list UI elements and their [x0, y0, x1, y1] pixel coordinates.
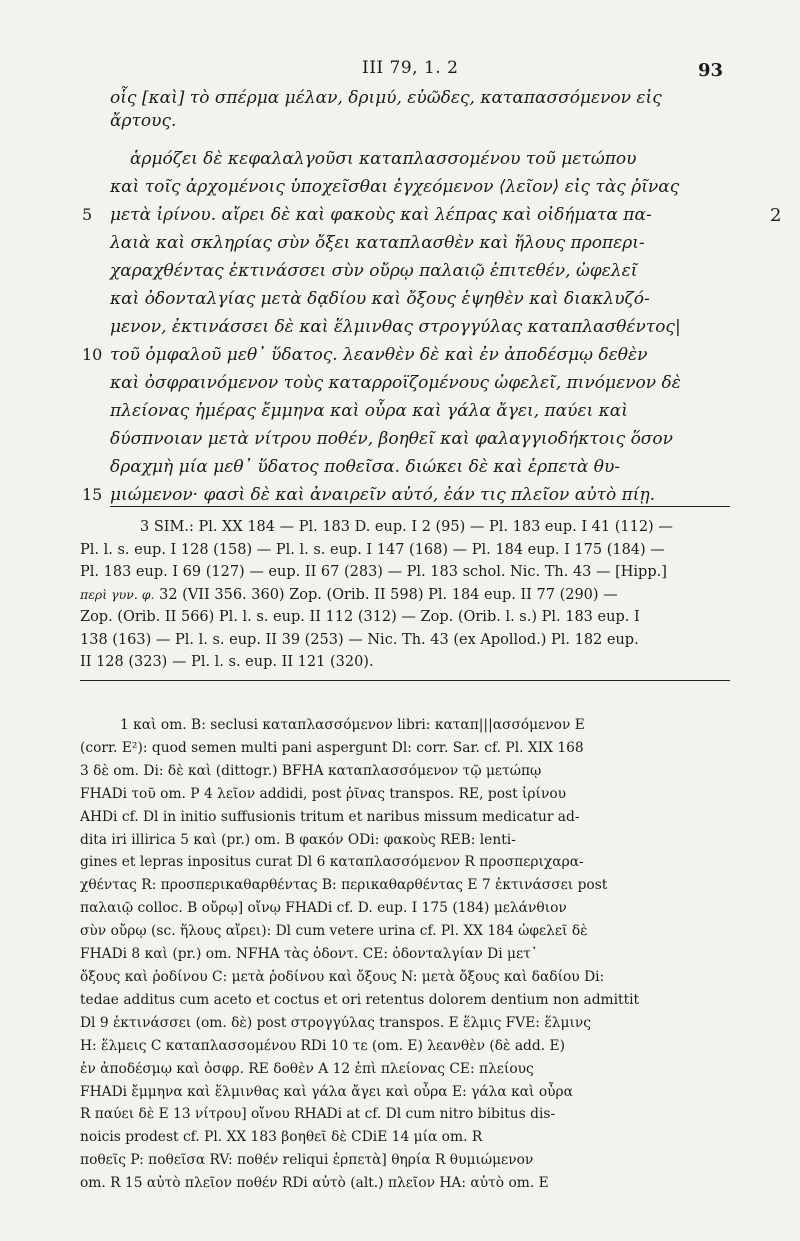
text-line: τοῦ ὀμφαλοῦ μεθ᾽ ὕδατος. λεανθὲν δὲ καὶ ἐν ἀποδέσμῳ δεθὲν — [110, 345, 648, 365]
apparatus-line: σὺν οὔρῳ (sc. ἥλους αἴρει): Dl cum vetere urina cf. Pl. XX 184 ὠφελεῖ δὲ — [80, 923, 588, 940]
text-line: οἷς [καὶ] τὸ σπέρμα μέλαν, δριμύ, εὐῶδες, καταπασσόμενον εἰς — [110, 88, 662, 108]
apparatus-line: dita iri illirica 5 καὶ (pr.) om. B φακόν ODi: φακοὺς REB: lenti- — [80, 831, 516, 848]
testimonia-line: 3 SIM.: Pl. XX 184 — Pl. 183 D. eup. I 2 (95) — Pl. 183 eup. I 41 (112) — — [140, 519, 673, 535]
apparatus-line: noicis prodest cf. Pl. XX 183 βοηθεῖ δὲ CDiE 14 μία om. R — [80, 1129, 483, 1146]
apparatus-rule — [80, 680, 730, 681]
apparatus-line: (corr. E²): quod semen multi pani aspergunt Dl: corr. Sar. cf. Pl. XIX 168 — [80, 739, 584, 756]
apparatus-line: Dl 9 ἐκτινάσσει (om. δὲ) post στρογγύλας transpos. E ἕλμις FVE: ἕλμινς — [80, 1014, 591, 1031]
testimonia-line: II 128 (323) — Pl. l. s. eup. II 121 (320). — [80, 654, 374, 670]
apparatus-line: FHADi ἔμμηνα καὶ ἕλμινθας καὶ γάλα ἄγει καὶ οὖρα E: γάλα καὶ οὖρα — [80, 1083, 573, 1100]
apparatus-line: H: ἕλμεις C καταπλασσομένου RDi 10 τε (om. E) λεανθὲν (δὲ add. E) — [80, 1037, 565, 1054]
apparatus-line: AHDi cf. Dl in initio suffusionis tritum et naribus missum medicatur ad- — [80, 808, 580, 825]
testimonia-line: Pl. l. s. eup. I 128 (158) — Pl. l. s. eup. I 147 (168) — Pl. 184 eup. I 175 (184) — — [80, 541, 665, 558]
text-line: καὶ ὀσφραινόμενον τοὺς καταρροϊζομένους ὠφελεῖ, πινόμενον δὲ — [110, 373, 681, 393]
text-line: πλείονας ἡμέρας ἔμμηνα καὶ οὖρα καὶ γάλα ἄγει, παύει καὶ — [110, 401, 628, 421]
text-line: μενον, ἐκτινάσσει δὲ καὶ ἕλμινθας στρογγύλας καταπλασθέντος| — [110, 317, 681, 337]
apparatus-line: ἐν ἀποδέσμῳ καὶ ὀσφρ. RE δοθὲν A 12 ἐπὶ πλείονας CE: πλείους — [80, 1060, 534, 1077]
text-line: λαιὰ καὶ σκληρίας σὺν ὄξει καταπλασθὲν καὶ ἥλους προπερι- — [110, 233, 645, 253]
apparatus-line: FHADi 8 καὶ (pr.) om. NFHA τὰς ὀδοντ. CE: ὀδονταλγίαν Di μετ᾽ — [80, 946, 538, 963]
apparatus-line: παλαιῷ colloc. B οὔρῳ] οἴνῳ FHADi cf. D. eup. I 175 (184) μελάνθιον — [80, 900, 567, 917]
text-line: ἄρτους. — [110, 111, 177, 131]
apparatus-line: FHADi τοῦ om. P 4 λεῖον addidi, post ῥῖνας transpos. RE, post ἰρίνου — [80, 785, 567, 802]
margin-section-number: 2 — [770, 205, 782, 226]
text-rule — [110, 506, 730, 507]
text-line: καὶ τοῖς ἀρχομένοις ὑποχεῖσθαι ἐγχεόμενον ⟨λεῖον⟩ εἰς τὰς ῥῖνας — [110, 177, 680, 197]
text-line: καὶ ὀδονταλγίας μετὰ δᾳδίου καὶ ὄξους ἑψηθὲν καὶ διακλυζό- — [110, 289, 650, 309]
apparatus-line: om. R 15 αὐτὸ πλεῖον ποθέν RDi αὐτὸ (alt.) πλεῖον HA: αὐτὸ om. E — [80, 1175, 549, 1192]
apparatus-line: ὄξους καὶ ῥοδίνου C: μετὰ ῥοδίνου καὶ ὄξους N: μετὰ ὄξους καὶ δαδίου Di: — [80, 968, 605, 985]
line-number: 5 — [82, 205, 93, 224]
apparatus-line: gines et lepras inpositus curat Dl 6 καταπλασσόμενον R προσπεριχαρα- — [80, 854, 584, 871]
running-header: III 79, 1. 2 — [362, 58, 459, 78]
text-line: μιώμενον· φασὶ δὲ καὶ ἀναιρεῖν αὐτό, ἐάν τις πλεῖον αὐτὸ πίῃ. — [110, 485, 656, 505]
testimonia-line — [80, 584, 730, 607]
apparatus-line: tedae additus cum aceto et coctus et ori retentus dolorem dentium non admittit — [80, 991, 640, 1008]
apparatus-line: 3 δὲ om. Di: δὲ καὶ (dittogr.) BFHA καταπλασσόμενον τῷ μετώπῳ — [80, 762, 542, 779]
testimonia-text: 32 (VII 356. 360) Zop. (Orib. II 598) Pl. 184 eup. II 77 (290) — — [154, 586, 618, 603]
apparatus-line: ποθεῖς P: ποθεῖσα RV: ποθέν reliqui ἑρπετὰ] θηρία R θυμιώμενον — [80, 1152, 534, 1169]
text-line: δύσπνοιαν μετὰ νίτρου ποθέν, βοηθεῖ καὶ φαλαγγιοδήκτοις ὅσον — [110, 429, 673, 449]
critical-apparatus — [80, 714, 730, 1195]
apparatus-line: R παύει δὲ E 13 νίτρου] οἴνου RHADi at cf. Dl cum nitro bibitus dis- — [80, 1106, 556, 1123]
page-number: 93 — [698, 60, 724, 81]
text-line: ἁρμόζει δὲ κεφαλαλγοῦσι καταπλασσομένου τοῦ μετώπου — [130, 149, 637, 169]
testimonia-line: 138 (163) — Pl. l. s. eup. II 39 (253) — Nic. Th. 43 (ex Apollod.) Pl. 182 eup. — [80, 631, 639, 648]
text-line: δραχμὴ μία μεθ᾽ ὕδατος ποθεῖσα. διώκει δὲ καὶ ἑρπετὰ θυ- — [110, 457, 621, 477]
line-number: 15 — [82, 485, 103, 504]
testimonia-line: Zop. (Orib. II 566) Pl. l. s. eup. II 112 (312) — Zop. (Orib. l. s.) Pl. 183 eup. I — [80, 609, 640, 625]
text-line: μετὰ ἰρίνου. αἴρει δὲ καὶ φακοὺς καὶ λέπρας καὶ οἰδήματα πα- — [110, 205, 652, 225]
apparatus-line: χθέντας R: προσπερικαθαρθέντας B: περικαθαρθέντας E 7 ἐκτινάσσει post — [80, 877, 608, 894]
line-number: 10 — [82, 345, 103, 364]
apparatus-line: 1 καὶ om. B: seclusi καταπλασσόμενον libri: καταπ|||ασσόμενον E — [120, 717, 585, 733]
testimonia-line: Pl. 183 eup. I 69 (127) — eup. II 67 (283) — Pl. 183 schol. Nic. Th. 43 — [Hipp.] — [80, 564, 667, 580]
testimonia — [80, 516, 730, 674]
testimonia-greek: περὶ γυν. φ. — [80, 586, 155, 602]
text-line: χαραχθέντας ἐκτινάσσει σὺν οὔρῳ παλαιῷ ἐπιτεθέν, ὠφελεῖ — [110, 261, 638, 281]
